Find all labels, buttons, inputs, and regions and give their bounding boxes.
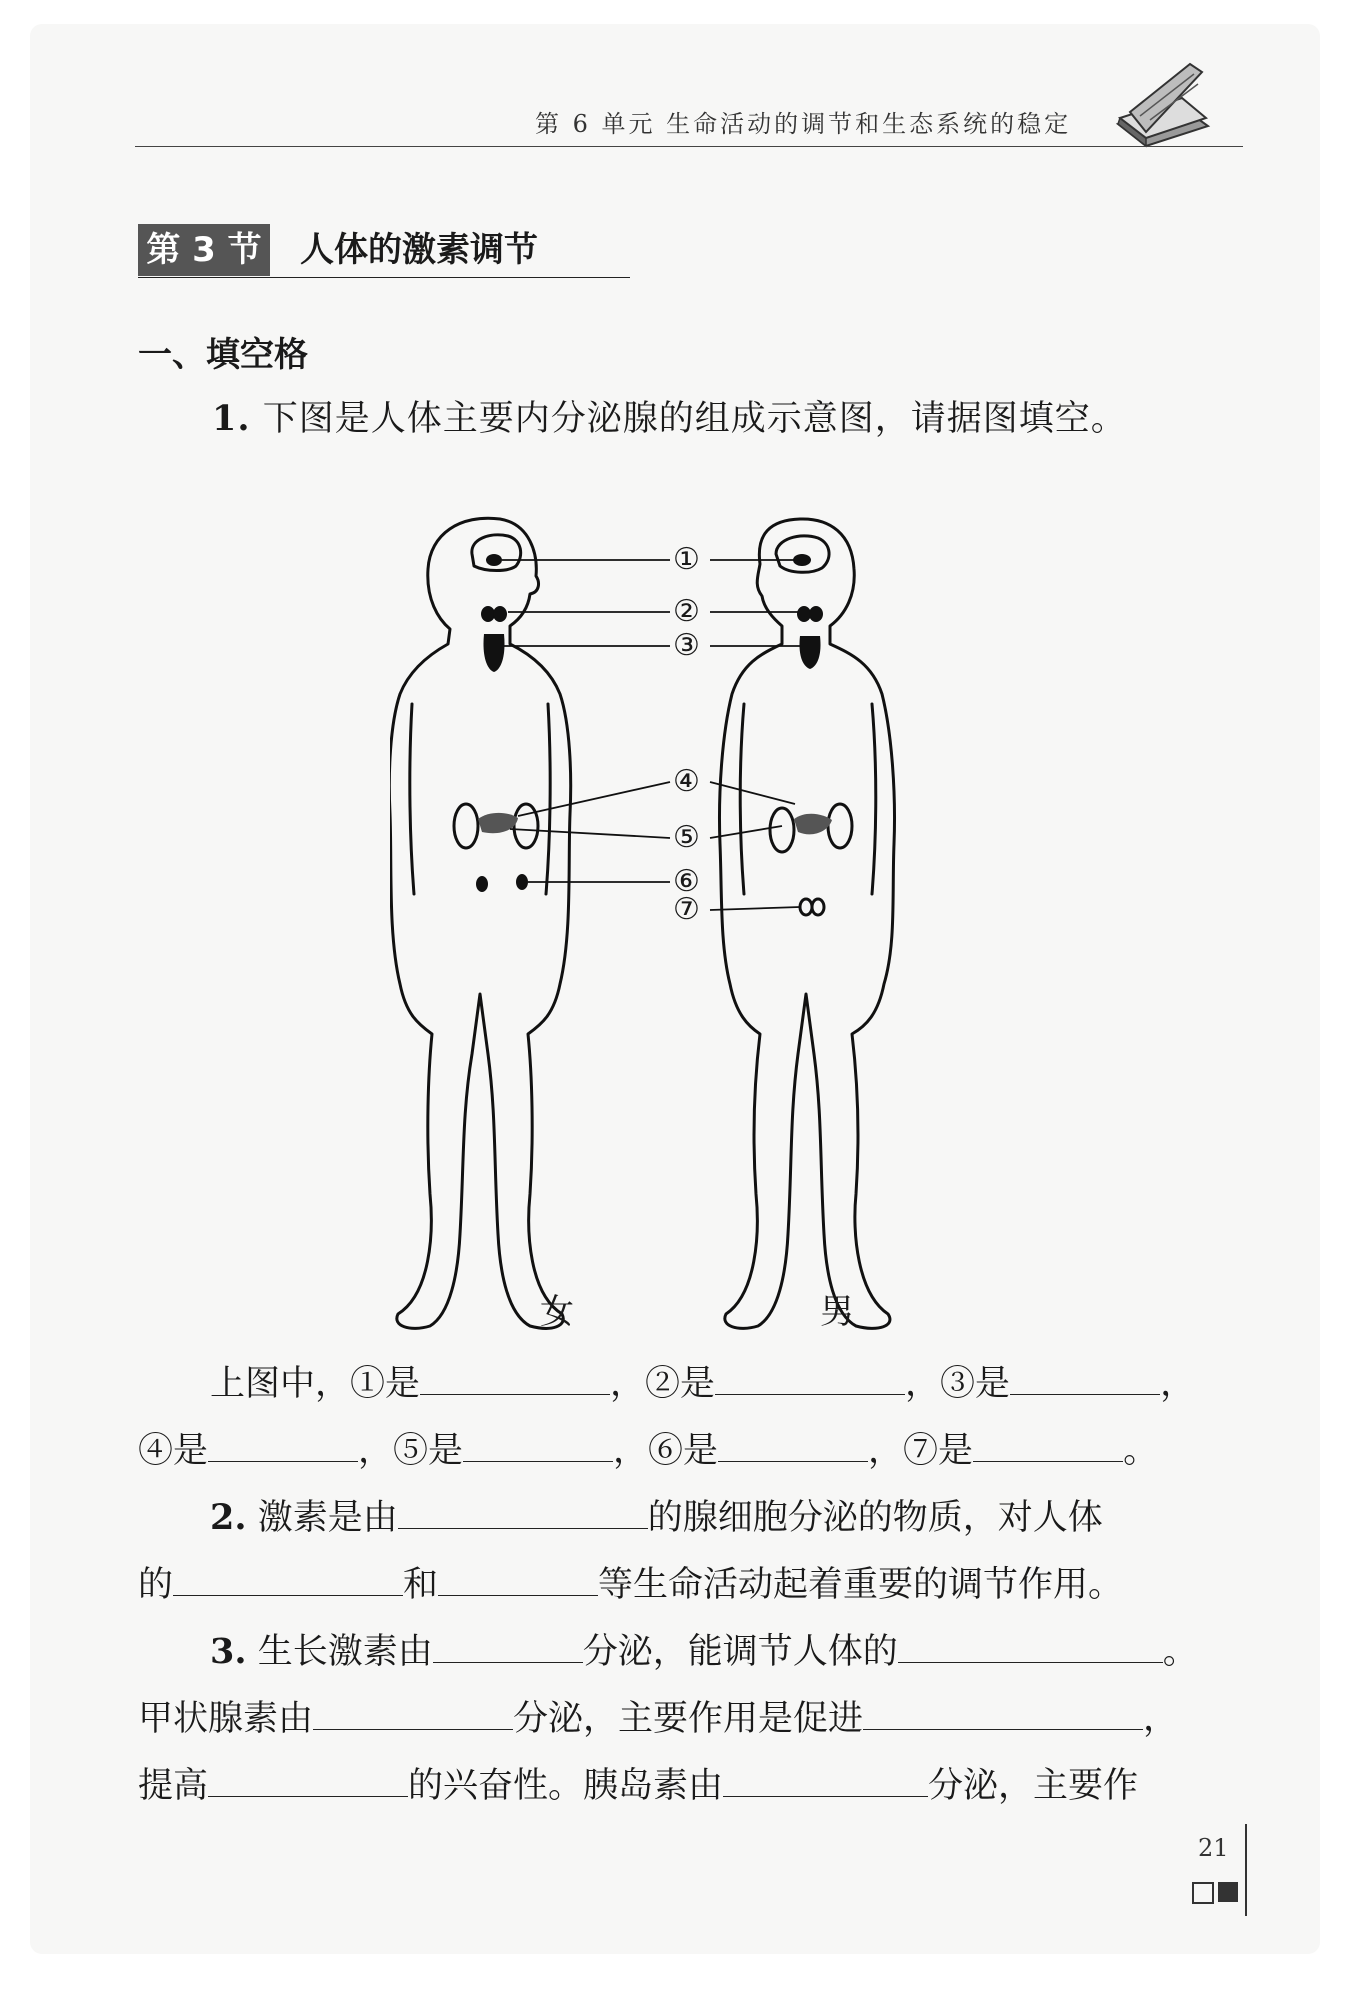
- answer-blank-1[interactable]: [420, 1364, 610, 1395]
- fill-label: ①是: [350, 1364, 421, 1404]
- answer-blank-6[interactable]: [718, 1431, 868, 1462]
- answer-blank-2[interactable]: [715, 1364, 905, 1395]
- section-number-badge: 第 3 节: [138, 224, 270, 276]
- q3-text: 生长激素由: [257, 1632, 433, 1672]
- fill-label: ，⑦是: [868, 1431, 974, 1471]
- header-divider: [135, 146, 1243, 147]
- fill-punct: ，: [1160, 1364, 1196, 1404]
- q3-line-2: [138, 1697, 1248, 1741]
- answer-blank-5[interactable]: [463, 1431, 613, 1462]
- q3-text: 分泌，能调节人体的: [582, 1632, 898, 1672]
- answer-blank[interactable]: [898, 1632, 1163, 1663]
- q2-text: 的: [138, 1565, 174, 1605]
- question-text: 下图是人体主要内分泌腺的组成示意图，请据图填空。: [262, 399, 1127, 439]
- label-5: ⑤: [673, 820, 700, 855]
- fill-label: ④是: [138, 1431, 209, 1471]
- q2-text: 和: [403, 1565, 439, 1605]
- q3-line-1: [138, 1630, 1320, 1674]
- part-heading: 一、填空格: [138, 335, 308, 375]
- fill-lead: 上图中，: [210, 1364, 351, 1404]
- answer-blank[interactable]: [398, 1498, 648, 1529]
- answer-blank-7[interactable]: [973, 1431, 1123, 1462]
- fill-label: ，②是: [610, 1364, 716, 1404]
- label-7: ⑦: [673, 892, 700, 927]
- answer-blank-3[interactable]: [1010, 1364, 1160, 1395]
- question-number: 3.: [210, 1631, 247, 1672]
- male-glands: [770, 554, 852, 915]
- label-6: ⑥: [673, 864, 700, 899]
- female-body-outline: [390, 518, 571, 1328]
- label-4: ④: [673, 764, 700, 799]
- answer-blank[interactable]: [723, 1766, 928, 1797]
- question-number: 1.: [212, 398, 251, 439]
- fill-label: ，⑥是: [613, 1431, 719, 1471]
- label-1: ①: [673, 542, 700, 577]
- answer-blank[interactable]: [863, 1699, 1143, 1730]
- section-title: 人体的激素调节: [300, 230, 538, 270]
- q3-text: 提高: [138, 1766, 209, 1806]
- q2-text: 激素是由: [257, 1498, 398, 1538]
- unit-header-title: 第 6 单元 生命活动的调节和生态系统的稳定: [535, 110, 1072, 138]
- page-number: 21: [1198, 1834, 1229, 1862]
- fill-punct: 。: [1123, 1431, 1159, 1471]
- female-caption: 女: [540, 1292, 574, 1332]
- q1-fill-line-2: [138, 1429, 1248, 1473]
- q3-line-3: [138, 1764, 1248, 1808]
- book-icon: [1110, 54, 1220, 149]
- label-2: ②: [673, 594, 700, 629]
- question-number: 2.: [210, 1497, 247, 1538]
- q2-text: 等生命活动起着重要的调节作用。: [598, 1565, 1124, 1605]
- q3-text: 分泌，主要作: [928, 1766, 1139, 1806]
- answer-blank[interactable]: [438, 1565, 598, 1596]
- question-1-prompt: [212, 391, 1127, 441]
- filled-square-icon: [1218, 1882, 1238, 1902]
- answer-blank[interactable]: [173, 1565, 403, 1596]
- fill-label: ，⑤是: [358, 1431, 464, 1471]
- endocrine-glands-figure: [390, 514, 1010, 1334]
- q1-fill-line-1: [138, 1362, 1320, 1406]
- empty-square-icon: [1192, 1882, 1214, 1904]
- answer-blank[interactable]: [313, 1699, 513, 1730]
- section-underline: [138, 277, 630, 278]
- q3-text: 分泌，主要作用是促进: [513, 1699, 864, 1739]
- q3-text: ，: [1143, 1699, 1179, 1739]
- q2-text: 的腺细胞分泌的物质，对人体: [647, 1498, 1103, 1538]
- answer-blank-4[interactable]: [208, 1431, 358, 1462]
- footer-divider: [1245, 1824, 1247, 1916]
- q2-line-1: [138, 1496, 1320, 1540]
- female-glands: [454, 554, 538, 892]
- q3-text: 的兴奋性。胰岛素由: [408, 1766, 724, 1806]
- leader-lines: [502, 560, 800, 910]
- body-outlines: [390, 514, 1010, 1334]
- answer-blank[interactable]: [208, 1766, 408, 1797]
- male-caption: 男: [820, 1292, 854, 1332]
- q2-line-2: [138, 1563, 1248, 1607]
- q3-text: 。: [1162, 1632, 1198, 1672]
- answer-blank[interactable]: [433, 1632, 583, 1663]
- fill-label: ，③是: [905, 1364, 1011, 1404]
- q3-text: 甲状腺素由: [138, 1699, 314, 1739]
- label-3: ③: [673, 628, 700, 663]
- workbook-page: [30, 24, 1320, 1954]
